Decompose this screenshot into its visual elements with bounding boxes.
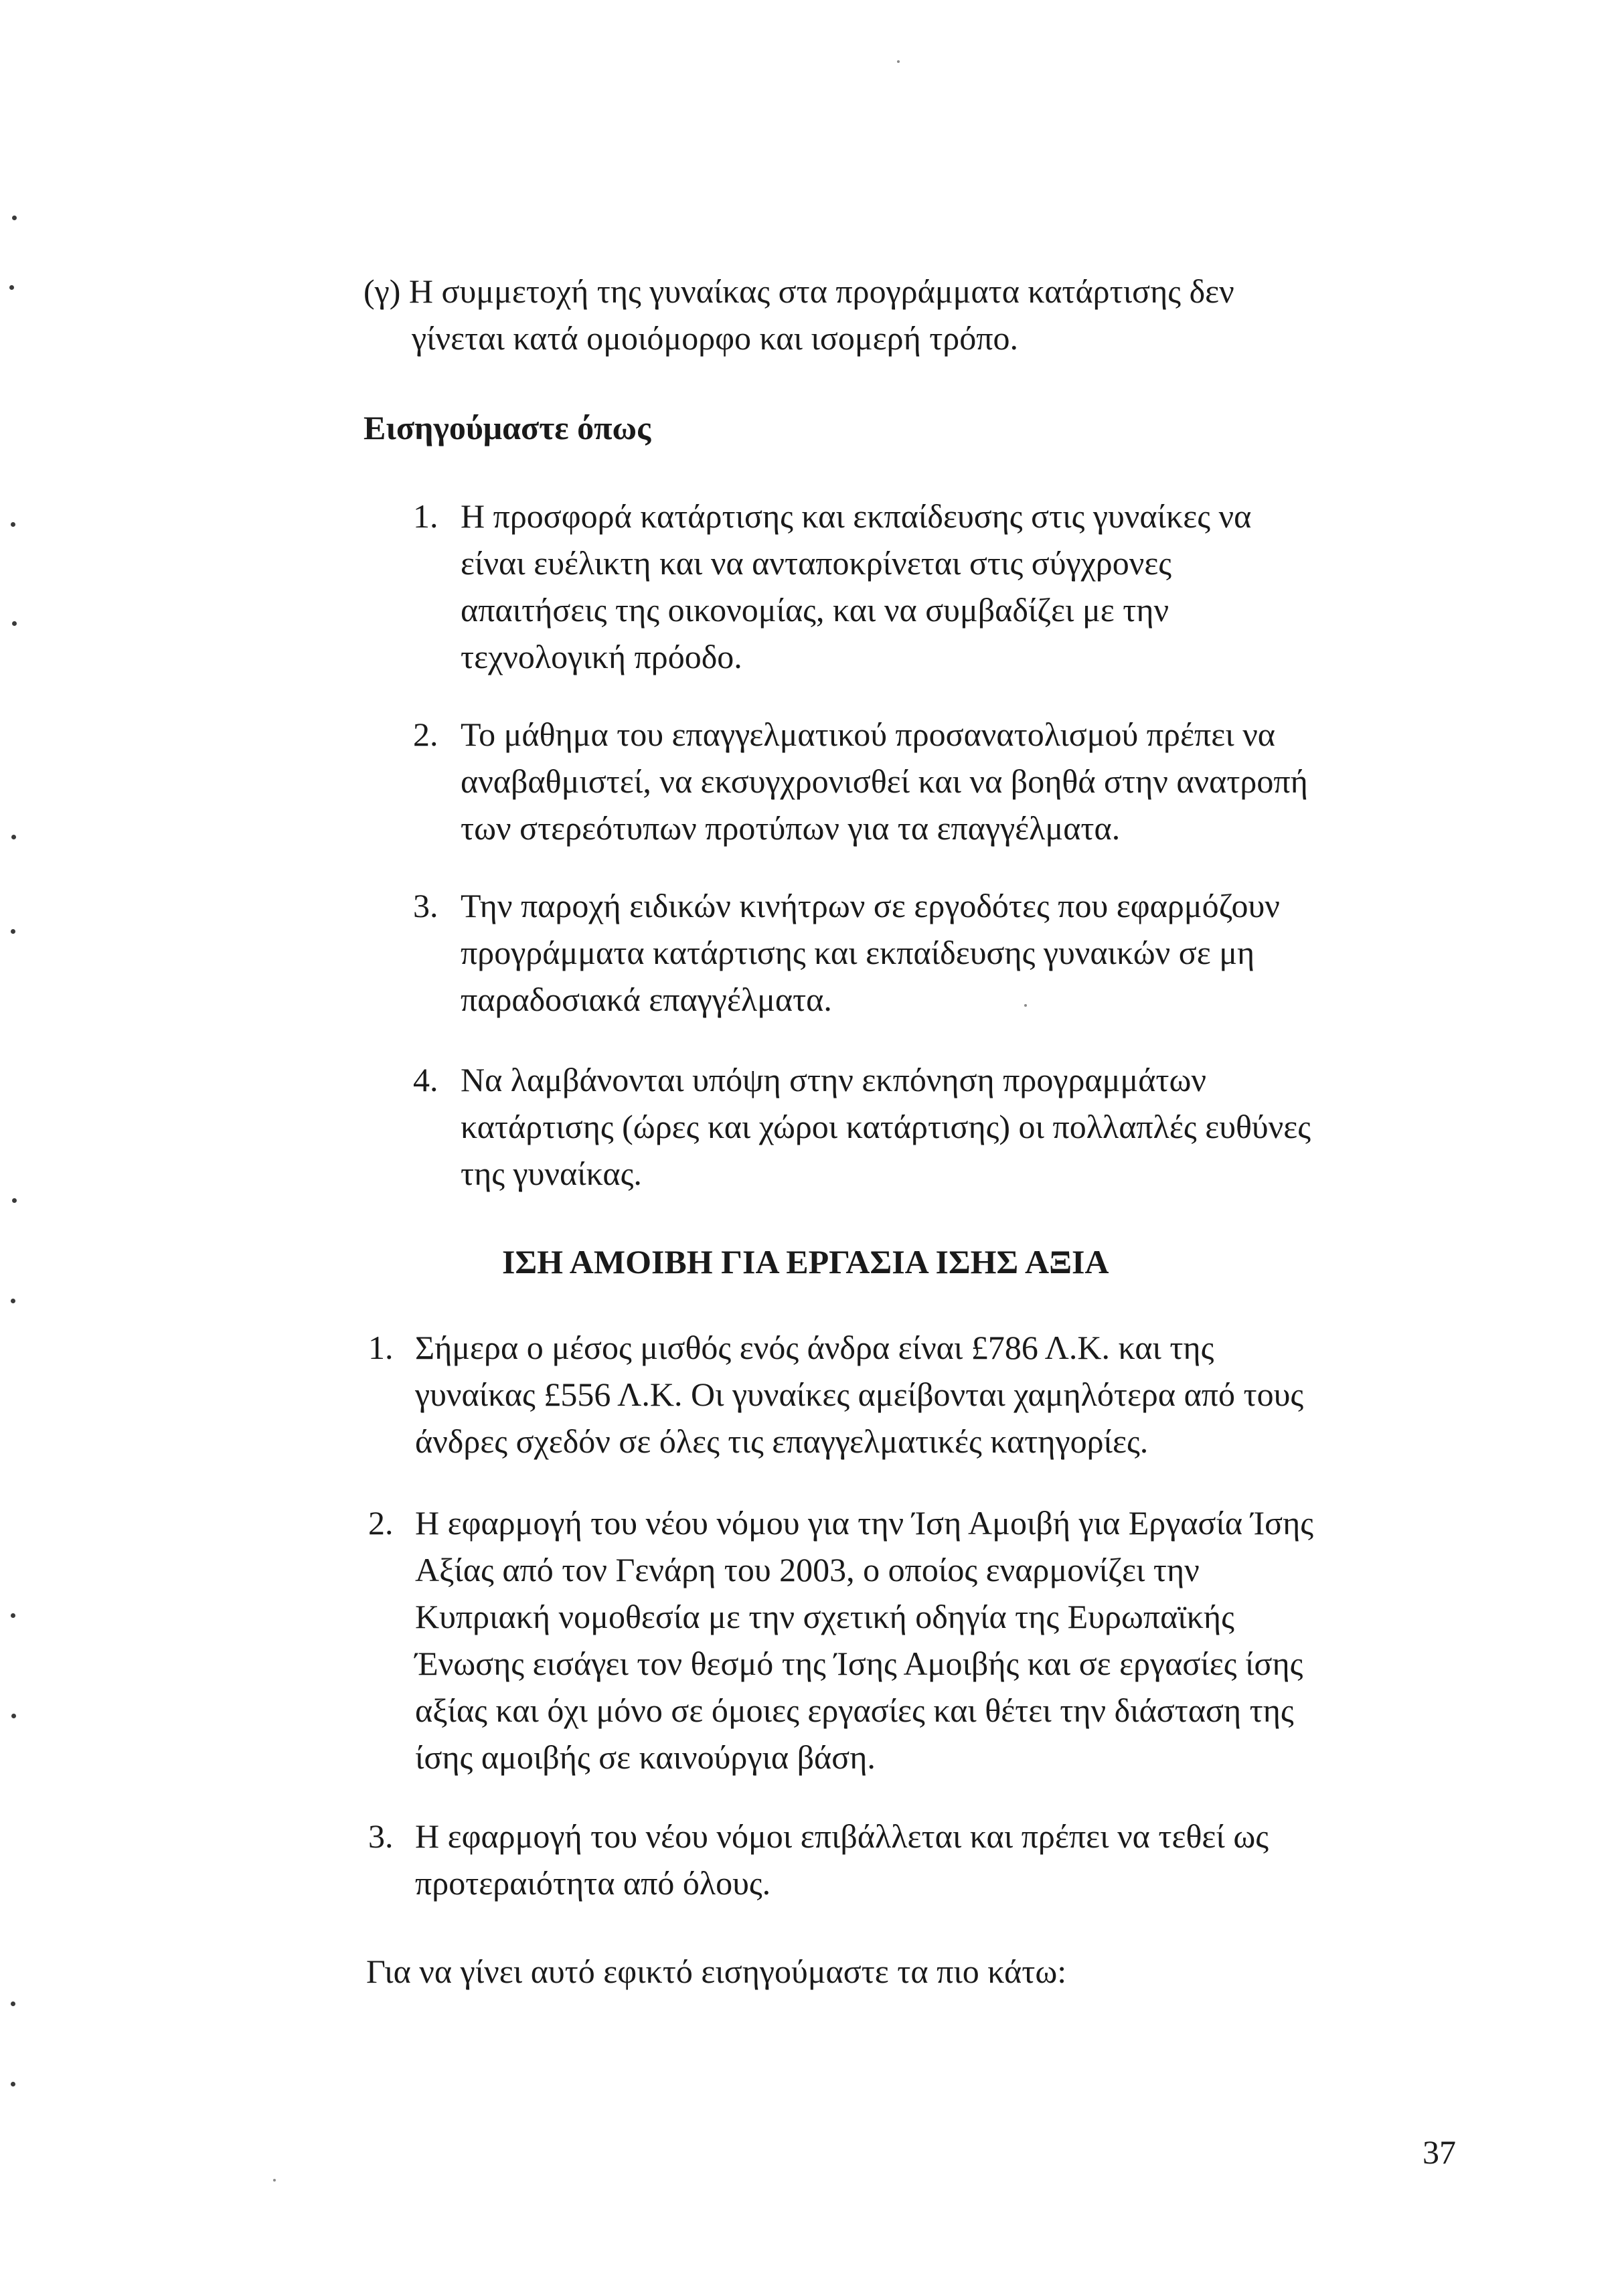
list-item-line: της γυναίκας.: [461, 1155, 642, 1192]
intro-line: γίνεται κατά ομοιόμορφο και ισομερή τρόπο.: [412, 319, 1019, 357]
scan-speck: [11, 2001, 15, 2006]
closing-sentence: Για να γίνει αυτό εφικτό εισηγούμαστε τα πιο κάτω:: [366, 1953, 1067, 1990]
list-item-line: προγράμματα κατάρτισης και εκπαίδευσης γυναικών σε μη: [461, 934, 1255, 971]
recommend-heading: Εισηγούμαστε όπως: [363, 409, 651, 446]
scan-speck: [11, 1714, 16, 1718]
list-item-line: αναβαθμιστεί, να εκσυγχρονισθεί και να βοηθά στην ανατροπή: [461, 762, 1308, 800]
list-item-line: Η εφαρμογή του νέου νόμοι επιβάλλεται και πρέπει να τεθεί ως: [415, 1817, 1269, 1855]
list-item-line: τεχνολογική πρόοδο.: [461, 638, 742, 675]
list-item-line: είναι ευέλικτη και να ανταποκρίνεται στις σύγχρονες: [461, 544, 1172, 582]
scan-speck: [11, 1299, 15, 1303]
list-item-line: των στερεότυπων προτύπων για τα επαγγέλματα.: [461, 809, 1121, 847]
list-item-line: Την παροχή ειδικών κινήτρων σε εργοδότες που εφαρμόζουν: [461, 887, 1280, 924]
list-item-line: προτεραιότητα από όλους.: [415, 1864, 771, 1902]
scan-speck: [12, 216, 17, 220]
list-item-number: 3.: [368, 1817, 394, 1855]
list-item-line: παραδοσιακά επαγγέλματα.: [461, 981, 832, 1018]
scan-speck: [9, 285, 14, 290]
scan-speck: [897, 60, 900, 63]
scan-speck: [1024, 1004, 1027, 1007]
scan-speck: [11, 522, 15, 527]
scan-speck: [11, 929, 15, 934]
section-heading: ΙΣΗ ΑΜΟΙΒΗ ΓΙΑ ΕΡΓΑΣΙΑ ΙΣΗΣ ΑΞΙΑ: [502, 1243, 1109, 1281]
list-item-line: Να λαμβάνονται υπόψη στην εκπόνηση προγραμμάτων: [461, 1061, 1207, 1098]
list-item-line: Σήμερα ο μέσος μισθός ενός άνδρα είναι £786 Λ.Κ. και της: [415, 1329, 1214, 1366]
list-item-line: Η εφαρμογή του νέου νόμου για την Ίση Αμοιβή για Εργασία Ίσης: [415, 1504, 1314, 1542]
list-item-line: κατάρτισης (ώρες και χώροι κατάρτισης) οι πολλαπλές ευθύνες: [461, 1108, 1311, 1145]
scan-speck: [11, 2082, 15, 2086]
list-item-line: ίσης αμοιβής σε καινούργια βάση.: [415, 1738, 876, 1776]
scan-speck: [11, 835, 16, 839]
list-item-line: αξίας και όχι μόνο σε όμοιες εργασίες και θέτει την διάσταση της: [415, 1692, 1294, 1729]
list-item-line: γυναίκας £556 Λ.Κ. Οι γυναίκες αμείβονται χαμηλότερα από τους: [415, 1376, 1304, 1413]
intro-line: (γ) Η συμμετοχή της γυναίκας στα προγράμματα κατάρτισης δεν: [363, 272, 1234, 310]
list-item-line: απαιτήσεις της οικονομίας, και να συμβαδίζει με την: [461, 591, 1169, 629]
list-item-line: άνδρες σχεδόν σε όλες τις επαγγελματικές κατηγορίες.: [415, 1422, 1149, 1460]
list-item-number: 4.: [413, 1061, 438, 1098]
list-item-line: Ένωσης εισάγει τον θεσμό της Ίσης Αμοιβής και σε εργασίες ίσης: [415, 1645, 1303, 1682]
list-item-number: 3.: [413, 887, 438, 924]
scan-speck: [12, 621, 17, 626]
page-number: 37: [1423, 2133, 1456, 2171]
list-item-line: Κυπριακή νομοθεσία με την σχετική οδηγία της Ευρωπαϊκής: [415, 1598, 1234, 1635]
list-item-line: Η προσφορά κατάρτισης και εκπαίδευσης στις γυναίκες να: [461, 497, 1252, 535]
list-item-number: 2.: [413, 716, 438, 753]
scan-speck: [12, 1198, 17, 1203]
list-item-number: 2.: [368, 1504, 394, 1542]
scan-speck: [11, 1613, 15, 1618]
list-item-line: Το μάθημα του επαγγελματικού προσανατολισμού πρέπει να: [461, 716, 1275, 753]
list-item-line: Αξίας από τον Γενάρη του 2003, ο οποίος εναρμονίζει την: [415, 1551, 1200, 1588]
list-item-number: 1.: [368, 1329, 394, 1366]
scan-speck: [273, 2179, 276, 2182]
list-item-number: 1.: [413, 497, 438, 535]
